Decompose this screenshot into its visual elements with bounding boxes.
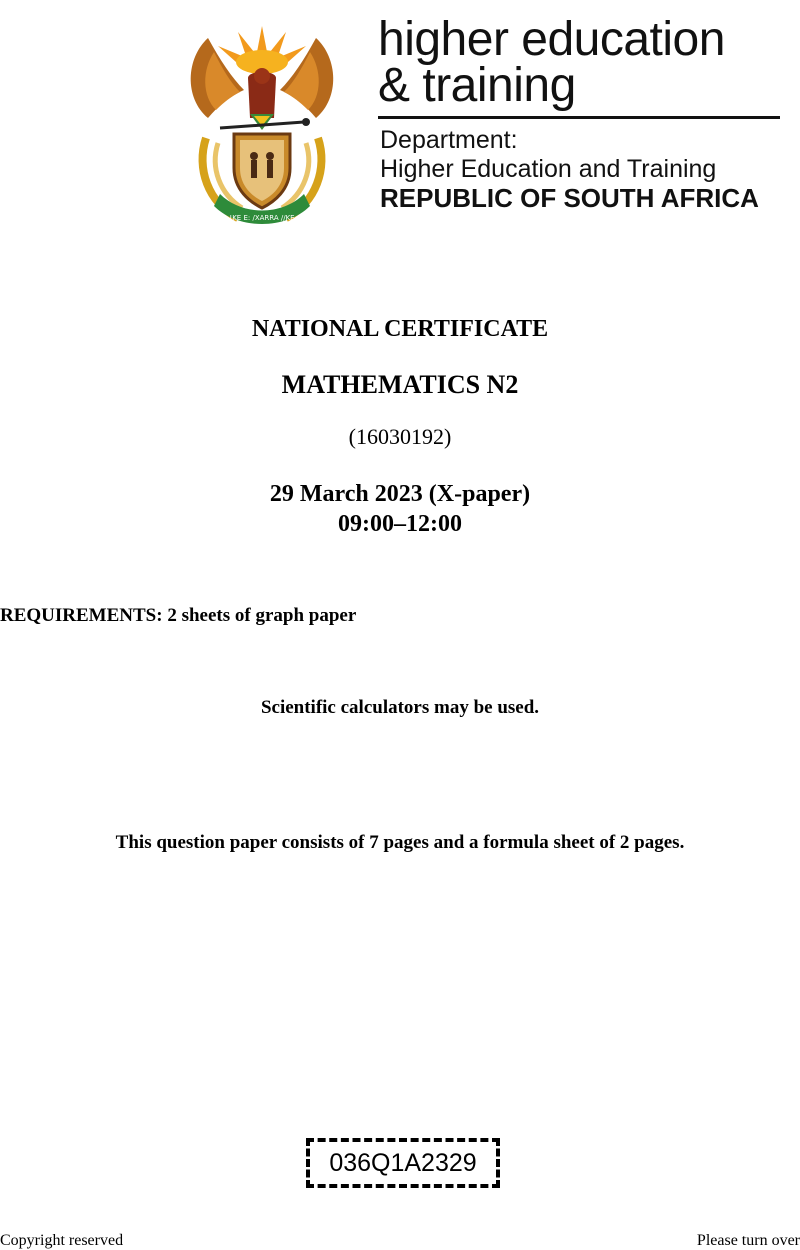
footer-copyright: Copyright reserved — [0, 1232, 124, 1249]
page-count-note: This question paper consists of 7 pages and a formula sheet of 2 pages. — [115, 832, 685, 853]
footer-turn-over: Please turn over — [696, 1232, 800, 1249]
brand-divider — [378, 116, 780, 119]
exam-time: 09:00–12:00 — [338, 511, 462, 537]
department-name: Higher Education and Training — [380, 155, 717, 183]
paper-code-box — [306, 1138, 500, 1188]
coat-of-arms-icon — [178, 18, 346, 230]
svg-text:!KE E: /XARRA //KE: !KE E: /XARRA //KE — [229, 214, 295, 222]
subject-title: MATHEMATICS N2 — [281, 370, 519, 399]
calculator-note: Scientific calculators may be used. — [260, 697, 540, 718]
paper-code: 036Q1A2329 — [329, 1148, 477, 1177]
country-name: REPUBLIC OF SOUTH AFRICA — [380, 183, 759, 213]
department-block — [380, 126, 759, 213]
subject-code: (16030192) — [348, 424, 452, 449]
department-label: Department: — [380, 126, 518, 154]
brand-title-line2: & training — [378, 59, 576, 112]
certificate-title: NATIONAL CERTIFICATE — [251, 316, 549, 342]
exam-datetime — [0, 479, 800, 539]
exam-date: 29 March 2023 (X-paper) — [269, 481, 531, 507]
requirements-text: REQUIREMENTS: 2 sheets of graph paper — [0, 605, 357, 626]
brand-title-line1: higher education — [378, 13, 725, 66]
